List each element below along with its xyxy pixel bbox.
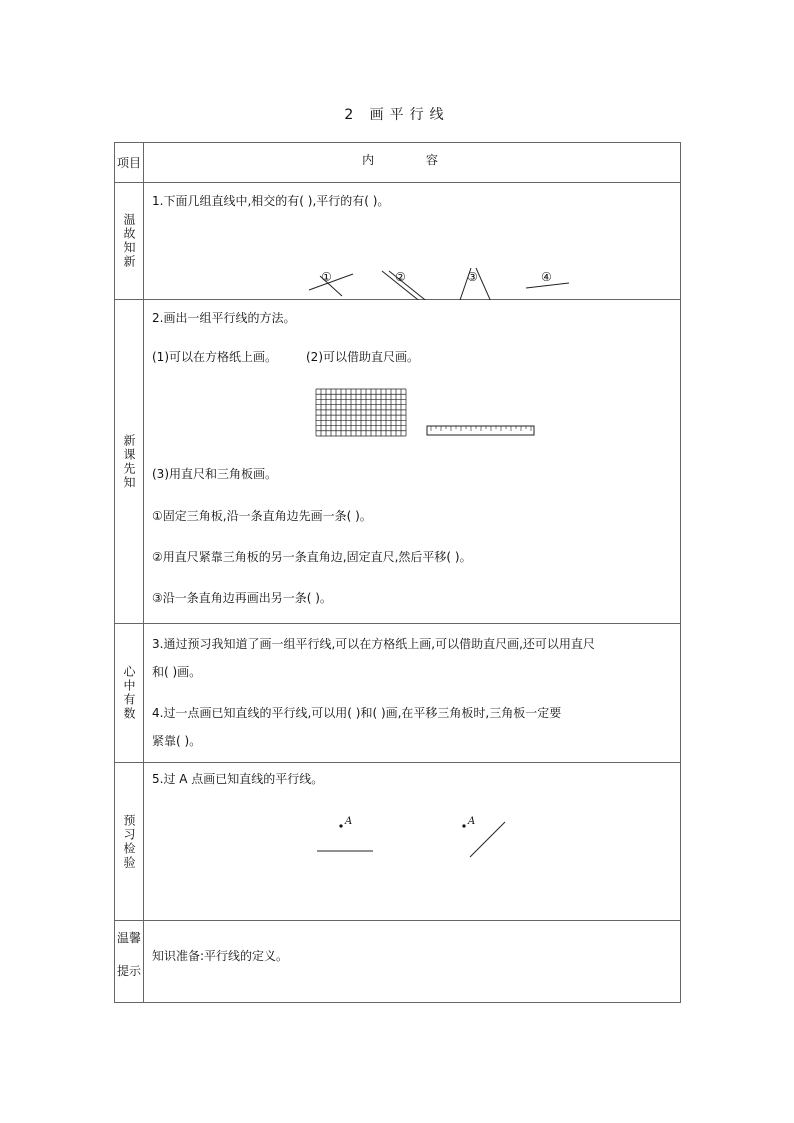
figure3-line-b (476, 268, 492, 300)
label-check: 预习检验 (122, 813, 136, 870)
figure-label-4: ④ (541, 270, 552, 284)
method-3: (3)用直尺和三角板画。 (152, 467, 277, 481)
point-label-right: A (468, 816, 476, 827)
label-know: 心中有数 (122, 665, 136, 721)
question-3-line2: 和( )画。 (152, 665, 202, 679)
figure-label-1: ① (321, 270, 332, 284)
page-title: 2 画平行线 (344, 107, 450, 123)
row-preview (115, 300, 681, 624)
row-check (115, 763, 681, 921)
question-3-line1: 3.通过预习我知道了画一组平行线,可以在方格纸上画,可以借助直尺画,还可以用直尺 (152, 637, 595, 651)
question-4-line1: 4.过一点画已知直线的平行线,可以用( )和( )画,在平移三角板时,三角板一定要 (152, 706, 562, 720)
label-tip-top: 温馨 (116, 931, 141, 945)
ruler (427, 426, 534, 435)
question-4-line2: 紧靠( )。 (152, 734, 202, 748)
step-3: ③沿一条直角边再画出另一条( )。 (152, 591, 332, 605)
step-1: ①固定三角板,沿一条直角边先画一条( )。 (152, 509, 372, 523)
question-2: 2.画出一组平行线的方法。 (152, 311, 296, 325)
label-tip-bottom: 提示 (116, 964, 141, 978)
question-5: 5.过 A 点画已知直线的平行线。 (152, 772, 324, 786)
line-figures (144, 183, 681, 300)
row-know (115, 624, 681, 763)
grid-paper (316, 389, 406, 436)
parallel-exercise (144, 763, 681, 921)
method-1: (1)可以在方格纸上画。 (152, 350, 277, 364)
point-label-left: A (345, 816, 353, 827)
tip-text: 知识准备:平行线的定义。 (152, 949, 289, 963)
given-line-right (470, 822, 505, 857)
header-content: 内 容 (144, 143, 681, 183)
label-preview: 新课先知 (122, 433, 136, 490)
label-review: 温故知新 (122, 213, 136, 269)
worksheet-table (114, 142, 681, 1003)
point-a-right (462, 824, 465, 827)
step-2: ②用直尺紧靠三角板的另一条直角边,固定直尺,然后平移( )。 (152, 550, 472, 564)
header-item: 项目 (115, 143, 144, 183)
point-a-left (339, 824, 342, 827)
row-review (115, 183, 681, 300)
figure-label-3: ③ (467, 270, 478, 284)
figure-label-2: ② (395, 270, 406, 284)
method-2: (2)可以借助直尺画。 (306, 350, 419, 364)
grid-and-ruler (144, 300, 681, 624)
question-1: 1.下面几组直线中,相交的有( ),平行的有( )。 (152, 194, 390, 208)
row-tip (115, 921, 681, 1003)
